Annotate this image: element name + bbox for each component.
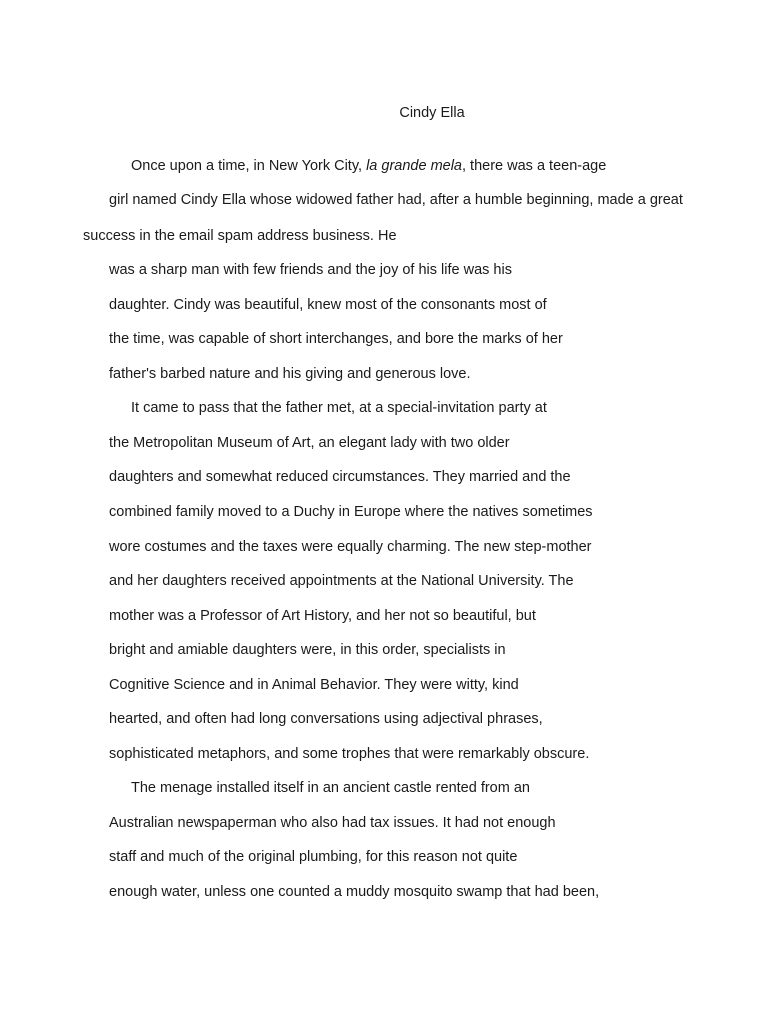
text-line-4: was a sharp man with few friends and the joy of his life was his <box>109 262 512 278</box>
text-line-22: enough water, unless one counted a muddy mosquito swamp that had been, <box>109 884 600 900</box>
text-line-16: Cognitive Science and in Animal Behavior. They were witty, kind <box>109 677 519 693</box>
text-line-8: It came to pass that the father met, at a special-invitation party at <box>131 400 547 416</box>
text-line-11: combined family moved to a Duchy in Europe where the natives sometimes <box>109 504 593 520</box>
text-line-2: girl named Cindy Ella whose widowed father had, after a humble beginning, made a great <box>109 192 683 208</box>
text-line-20: Australian newspaperman who also had tax issues. It had not enough <box>109 815 556 831</box>
text-line-17: hearted, and often had long conversations using adjectival phrases, <box>109 711 543 727</box>
text-line-19: The menage installed itself in an ancient castle rented from an <box>131 780 530 796</box>
text-line-3: success in the email spam address business. He <box>83 228 397 244</box>
text-line-15: bright and amiable daughters were, in this order, specialists in <box>109 642 506 658</box>
text-line-21: staff and much of the original plumbing, for this reason not quite <box>109 849 518 865</box>
text-line-18: sophisticated metaphors, and some trophes that were remarkably obscure. <box>109 746 590 762</box>
text-line-9: the Metropolitan Museum of Art, an elegant lady with two older <box>109 435 510 451</box>
text-line-14: mother was a Professor of Art History, and her not so beautiful, but <box>109 608 536 624</box>
text-run: Once upon a time, in New York City, <box>131 158 367 174</box>
text-line-6: the time, was capable of short interchanges, and bore the marks of her <box>109 331 563 347</box>
text-line-5: daughter. Cindy was beautiful, knew most of the consonants most of <box>109 297 547 313</box>
text-line-12: wore costumes and the taxes were equally charming. The new step-mother <box>109 539 592 555</box>
text-line-1 <box>131 157 606 175</box>
text-line-7: father's barbed nature and his giving and generous love. <box>109 366 471 382</box>
italic-phrase: la grande mela <box>366 158 462 174</box>
text-run: , there was a teen-age <box>462 158 607 174</box>
text-line-13: and her daughters received appointments at the National University. The <box>109 573 574 589</box>
document-title: Cindy Ella <box>399 105 465 121</box>
text-line-10: daughters and somewhat reduced circumstances. They married and the <box>109 469 571 485</box>
